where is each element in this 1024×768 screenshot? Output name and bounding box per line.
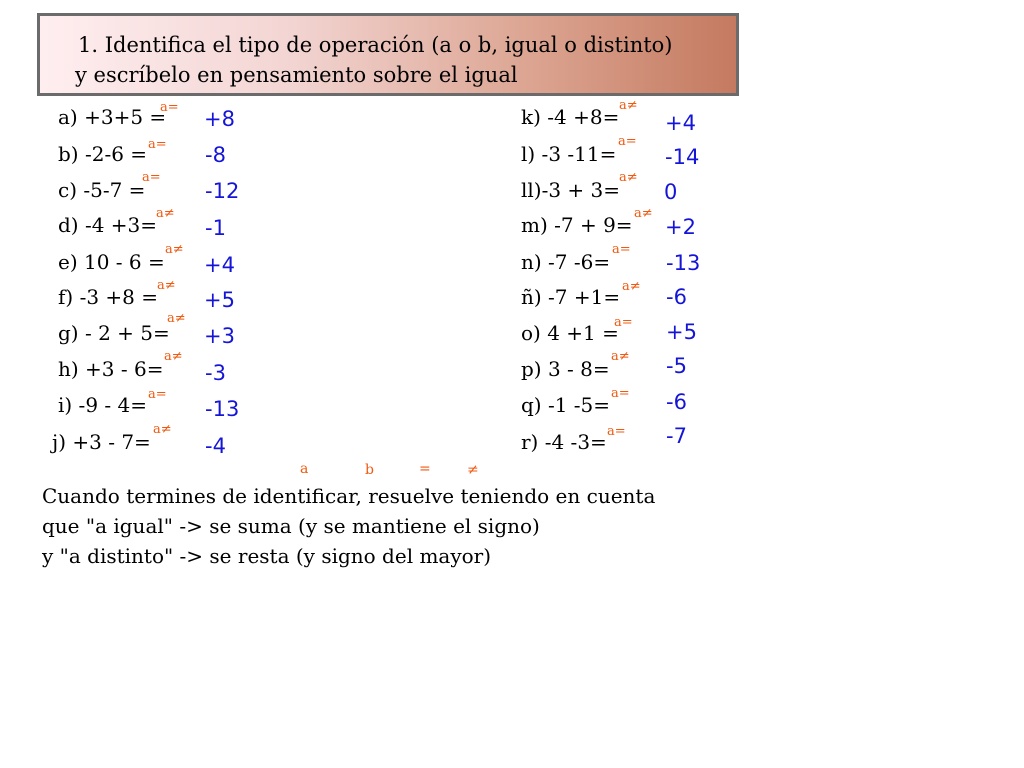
exercise-enye: ñ) -7 +1= bbox=[521, 285, 621, 309]
exercise-l: l) -3 -11= bbox=[521, 142, 617, 166]
exercise-o: o) 4 +1 = bbox=[521, 321, 619, 345]
legend-a: a bbox=[300, 461, 309, 477]
legend-equal: = bbox=[419, 461, 431, 477]
exercise-n: n) -7 -6= bbox=[521, 250, 611, 274]
answer-r: -7 bbox=[666, 424, 687, 448]
mark-ll: a≠ bbox=[619, 170, 638, 185]
exercise-h: h) +3 - 6= bbox=[58, 357, 164, 381]
mark-enye: a≠ bbox=[622, 279, 641, 294]
answer-j: -4 bbox=[205, 434, 226, 458]
instruction-line-1: Cuando termines de identificar, resuelve teniendo en cuenta bbox=[42, 484, 656, 508]
mark-e: a≠ bbox=[165, 242, 184, 257]
mark-g: a≠ bbox=[167, 311, 186, 326]
answer-d: -1 bbox=[205, 216, 226, 240]
exercise-ll: ll)-3 + 3= bbox=[521, 178, 621, 202]
banner-line-1: 1. Identifica el tipo de operación (a o b, igual o distinto) bbox=[78, 33, 673, 57]
instructions bbox=[42, 481, 655, 571]
answer-m: +2 bbox=[665, 215, 696, 239]
answer-e: +4 bbox=[204, 253, 235, 277]
answer-q: -6 bbox=[666, 390, 687, 414]
exercise-k: k) -4 +8= bbox=[521, 105, 620, 129]
exercise-p: p) 3 - 8= bbox=[521, 357, 610, 381]
answer-k: +4 bbox=[665, 111, 696, 135]
mark-p: a≠ bbox=[611, 349, 630, 364]
instruction-banner bbox=[37, 13, 739, 96]
mark-m: a≠ bbox=[634, 206, 653, 221]
instruction-line-3: y "a distinto" -> se resta (y signo del mayor) bbox=[42, 544, 492, 568]
exercise-j: j) +3 - 7= bbox=[52, 430, 151, 454]
mark-j: a≠ bbox=[153, 422, 172, 437]
exercise-b: b) -2-6 = bbox=[58, 142, 148, 166]
mark-k: a≠ bbox=[619, 98, 638, 113]
answer-l: -14 bbox=[665, 145, 700, 169]
mark-q: a= bbox=[611, 386, 630, 401]
exercise-d: d) -4 +3= bbox=[58, 213, 158, 237]
exercise-f: f) -3 +8 = bbox=[58, 285, 158, 309]
answer-f: +5 bbox=[204, 288, 235, 312]
mark-b: a= bbox=[148, 137, 167, 152]
mark-h: a≠ bbox=[164, 349, 183, 364]
answer-o: +5 bbox=[666, 320, 697, 344]
exercise-c: c) -5-7 = bbox=[58, 178, 146, 202]
legend-b: b bbox=[365, 462, 374, 478]
answer-b: -8 bbox=[205, 143, 226, 167]
answer-enye: -6 bbox=[666, 285, 687, 309]
mark-a: a= bbox=[160, 100, 179, 115]
exercise-a: a) +3+5 = bbox=[58, 105, 167, 129]
legend-not-equal: ≠ bbox=[467, 462, 479, 478]
mark-c: a= bbox=[142, 170, 161, 185]
mark-o: a= bbox=[614, 315, 633, 330]
answer-g: +3 bbox=[204, 324, 235, 348]
answer-i: -13 bbox=[205, 397, 240, 421]
mark-d: a≠ bbox=[156, 206, 175, 221]
exercise-i: i) -9 - 4= bbox=[58, 393, 147, 417]
exercise-r: r) -4 -3= bbox=[521, 430, 607, 454]
answer-c: -12 bbox=[205, 179, 240, 203]
mark-n: a= bbox=[612, 242, 631, 257]
mark-r: a= bbox=[607, 424, 626, 439]
mark-l: a= bbox=[618, 134, 637, 149]
instruction-line-2: que "a igual" -> se suma (y se mantiene el signo) bbox=[42, 514, 540, 538]
exercise-e: e) 10 - 6 = bbox=[58, 250, 165, 274]
answer-a: +8 bbox=[204, 107, 235, 131]
exercise-m: m) -7 + 9= bbox=[521, 213, 633, 237]
answer-ll: 0 bbox=[664, 180, 678, 204]
answer-p: -5 bbox=[666, 354, 687, 378]
mark-f: a≠ bbox=[157, 278, 176, 293]
banner-line-2: y escríbelo en pensamiento sobre el igual bbox=[75, 63, 518, 87]
answer-h: -3 bbox=[205, 361, 226, 385]
mark-i: a= bbox=[148, 387, 167, 402]
answer-n: -13 bbox=[666, 251, 701, 275]
exercise-q: q) -1 -5= bbox=[521, 393, 611, 417]
exercise-g: g) - 2 + 5= bbox=[58, 321, 170, 345]
